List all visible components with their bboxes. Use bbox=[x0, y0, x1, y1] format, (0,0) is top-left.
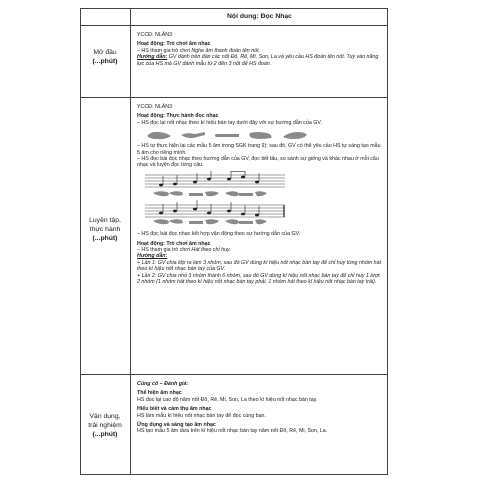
section-label-luyen-tap bbox=[80, 216, 130, 243]
section-label-van-dung bbox=[80, 412, 130, 439]
van-dung-content bbox=[137, 381, 383, 435]
activity-title: Hoạt động: Thực hành đọc nhạc bbox=[137, 113, 219, 120]
criterion-title: Ứng dụng và sáng tạo âm nhạc bbox=[137, 422, 216, 429]
hand-sign-do-icon bbox=[145, 129, 173, 141]
column-divider bbox=[130, 8, 131, 475]
criterion-text: HS đọc lại cao độ năm nốt Đô, Rê, Mi, Son, La theo kí hiệu nốt nhạc bàn tay. bbox=[137, 396, 318, 403]
hand-sign-son-icon bbox=[247, 129, 275, 141]
section-title: thực hành bbox=[89, 226, 121, 233]
criterion-title: Thể hiện âm nhạc bbox=[137, 390, 182, 397]
paragraph: – HS tự thực hiện lại các mẫu 5 âm trong SGK trang 9); sau đó, GV có thể yêu cầu HS tự sáng tạo mẫu 5 âm cho riêng mình. bbox=[137, 143, 381, 156]
music-staff-icon bbox=[145, 171, 285, 227]
activity-line: – HS tham gia trò chơi Hát theo chỉ huy. bbox=[137, 247, 231, 254]
hand-sign-mi-icon bbox=[213, 129, 241, 141]
section-title: Luyện tập, bbox=[89, 217, 121, 224]
assessment-heading: Củng cố – Đánh giá: bbox=[137, 381, 189, 387]
table-border-right bbox=[387, 8, 388, 475]
guide-step: + Lần 1: GV chia lớp ra làm 3 nhóm, sau đó GV dùng kí hiệu nốt nhạc bàn tay để chỉ huy từng nhóm hát theo kí hiệu nốt nhạc bàn tay của GV. bbox=[137, 259, 382, 273]
criterion-title: Hiểu biết và cảm thụ âm nhạc bbox=[137, 406, 212, 413]
luyen-tap-content bbox=[137, 104, 383, 286]
paragraph: – HS đọc bài đọc nhạc theo hướng dẫn của GV, đọc tiết tấu, so sánh sự giống và khác nhau ở mỗi câu nhạc và luyện đọc từng câu. bbox=[137, 156, 379, 169]
section-title: trải nghiệm bbox=[88, 422, 122, 429]
row-divider-1 bbox=[80, 97, 388, 98]
hand-sign-la-icon bbox=[281, 129, 309, 141]
section-duration: (...phút) bbox=[92, 431, 118, 438]
guide-step: + Lần 2: GV chia nhỏ 3 nhóm thành 6 nhóm, sau đó GV dùng kí hiệu nốt nhạc bàn tay để chỉ huy 1 lượt 2 nhóm (1 nhóm hát theo kí hiệu nốt nhạc bàn tay phải, 1 nhóm hát theo kí hiệu nốt nhạc bàn tay trái). bbox=[137, 272, 380, 286]
row-divider-header bbox=[80, 25, 388, 26]
criterion-text: HS làm mẫu kí hiệu nốt nhạc bàn tay để đọc cùng bạn. bbox=[137, 412, 266, 419]
row-divider-2 bbox=[80, 374, 388, 375]
section-title: Mở đầu bbox=[93, 49, 117, 56]
guide-paragraph: Hướng dẫn: GV đánh trên đàn các nốt Đô, Rê, Mi, Son, La và yêu cầu HS đoán tên nốt. Tuỳ vào năng lực của HS mà GV đánh mẫu từ 2 đến 3 nốt để HS đoán. bbox=[137, 54, 379, 67]
paragraph: – HS đọc lại nốt nhạc theo kí hiệu bàn tay dưới đây với sự hướng dẫn của GV. bbox=[137, 119, 322, 126]
table-border-bottom bbox=[80, 474, 388, 475]
section-duration: (...phút) bbox=[92, 58, 118, 65]
guide-label: Hướng dẫn: bbox=[137, 253, 168, 260]
table-header: Nội dung: Đọc Nhạc bbox=[227, 13, 292, 20]
section-title: Vận dụng, bbox=[89, 413, 121, 420]
activity-line: – HS tham gia trò chơi Nghe âm thanh đoán tên nốt. bbox=[137, 47, 261, 54]
paragraph: – HS đọc bài đọc nhạc kết hợp vận động theo sự hướng dẫn của GV. bbox=[137, 231, 301, 238]
yccd-label: YCCĐ: NLÂN3 bbox=[137, 104, 173, 110]
criterion-text: HS tạo mẫu 5 âm dựa trên kí hiệu nốt nhạc bàn tay năm nốt Đô, Rê, Mi, Son, La. bbox=[137, 428, 328, 435]
activity-title: Hoạt động: Trò chơi âm nhạc bbox=[137, 41, 211, 48]
section-label-mo-dau bbox=[80, 48, 130, 66]
activity-title: Hoạt động: Trò chơi âm nhạc bbox=[137, 240, 211, 247]
hand-sign-row bbox=[145, 129, 383, 141]
table-border-top bbox=[80, 8, 388, 9]
section-duration: (...phút) bbox=[92, 235, 118, 242]
hand-sign-re-icon bbox=[179, 129, 207, 141]
yccd-label: YCCĐ: NLÂN3 bbox=[137, 32, 173, 38]
mo-dau-content bbox=[137, 32, 383, 67]
